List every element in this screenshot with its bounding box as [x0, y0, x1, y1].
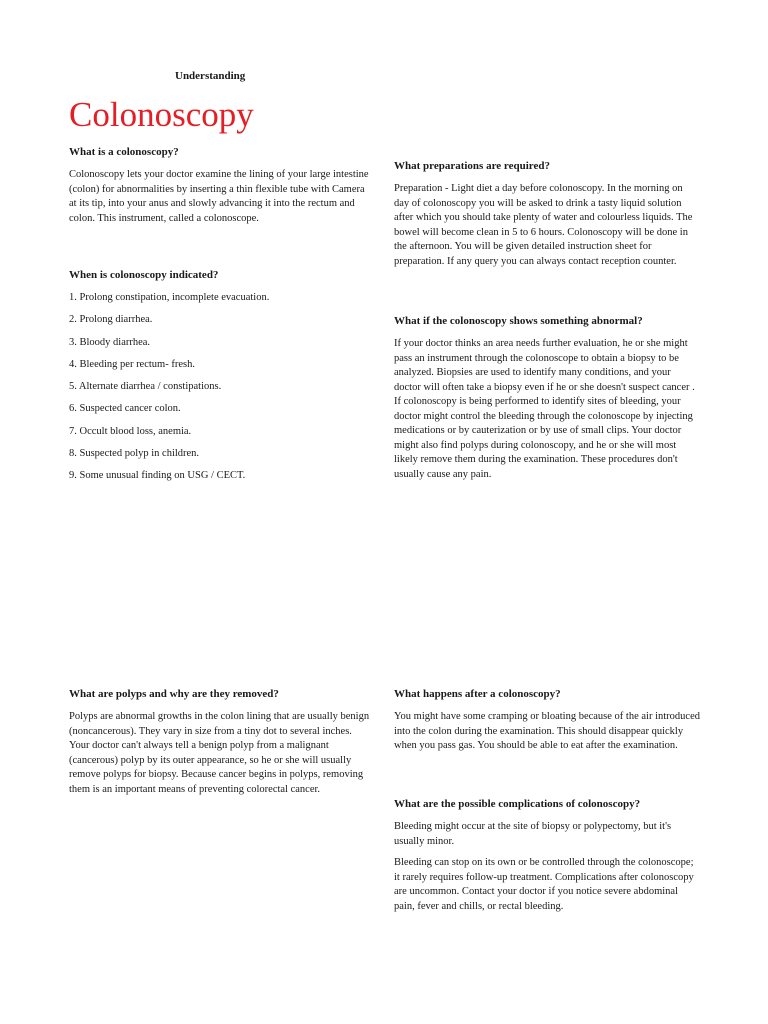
section-body: Preparation - Light diet a day before colonoscopy. In the morning on day of colonoscopy you will be asked to drink a tasty liquid solution after which you should take plenty of water and colourless liquids. The bowel will become clean in 5 to 6 hours. Colonoscopy will be done in the afternoon. You will be given detailed instruction sheet for preparation. If any query you can always contact reception counter.: [394, 183, 693, 267]
section-heading: What if the colonoscopy shows something abnormal?: [394, 315, 643, 327]
list-item: 3. Bloody diarrhea.: [69, 336, 151, 348]
section-heading: What are the possible complications of colonoscopy?: [394, 798, 641, 810]
section-body: Bleeding can stop on its own or be controlled through the colonoscope; it rarely requires follow-up treatment. Complications after colonoscopy are uncommon. Contact your doctor if you notice severe abdominal pain, fever and chills, or rectal bleeding.: [394, 857, 694, 912]
list-item: 6. Suspected cancer colon.: [69, 403, 181, 415]
section-preparations: [394, 159, 700, 269]
section-body: Polyps are abnormal growths in the colon lining that are usually benign (noncancerous). They vary in size from a tiny dot to several inches. Your doctor can't always tell a benign polyp from a malignant (cancerous) polyp by its outer appearance, so he or she will usually remove polyps for biopsy. Because cancer begins in polyps, removing them is an important means of preventing colorectal cancer.: [69, 711, 370, 795]
section-after: [394, 687, 700, 754]
kicker-text: Understanding: [175, 70, 246, 82]
section-what-is: [69, 145, 374, 226]
list-item: 9. Some unusual finding on USG / CECT.: [69, 470, 246, 482]
section-heading: When is colonoscopy indicated?: [69, 269, 219, 281]
section-heading: What happens after a colonoscopy?: [394, 688, 561, 700]
list-item: 5. Alternate diarrhea / constipations.: [69, 381, 222, 393]
section-body: Bleeding might occur at the site of biopsy or polypectomy, but it's usually minor.: [394, 821, 672, 847]
list-item: 4. Bleeding per rectum- fresh.: [69, 358, 195, 370]
list-item: 7. Occult blood loss, anemia.: [69, 425, 192, 437]
section-heading: What preparations are required?: [394, 160, 550, 172]
section-body: If your doctor thinks an area needs further evaluation, he or she might pass an instrument through the colonoscope to obtain a biopsy to be analyzed. Biopsies are used to identify many conditions, and your doctor will often take a biopsy even if he or she doesn't suspect cancer . If colonoscopy is being performed to identify sites of bleeding, your doctor might control the bleeding through the colonoscope by injecting medications or by cauterization or by use of small clips. Your doctor might also find polyps during colonoscopy, and he or she will most likely remove them during the examination. These procedures don't usually cause any pain.: [394, 338, 695, 480]
indication-list: [69, 291, 374, 483]
section-heading: What are polyps and why are they removed?: [69, 688, 279, 700]
page-title: Colonoscopy: [69, 95, 254, 134]
section-body: Colonoscopy lets your doctor examine the lining of your large intestine (colon) for abnormalities by inserting a thin flexible tube with Camera at its tip, into your anus and slowly advancing it into the rectum and colon. This instrument, called a colonoscope.: [69, 169, 369, 224]
section-complications: [394, 797, 700, 914]
list-item: 2. Prolong diarrhea.: [69, 314, 153, 326]
list-item: 8. Suspected polyp in children.: [69, 448, 200, 460]
section-abnormal: [394, 314, 700, 482]
section-body: You might have some cramping or bloating because of the air introduced into the colon during the examination. This should disappear quickly when you pass gas. You should be able to eat after the examination.: [394, 711, 700, 751]
list-item: 1. Prolong constipation, incomplete evacuation.: [69, 292, 270, 303]
section-heading: What is a colonoscopy?: [69, 146, 179, 158]
section-polyps: [69, 687, 374, 797]
section-indicated: [69, 268, 374, 492]
